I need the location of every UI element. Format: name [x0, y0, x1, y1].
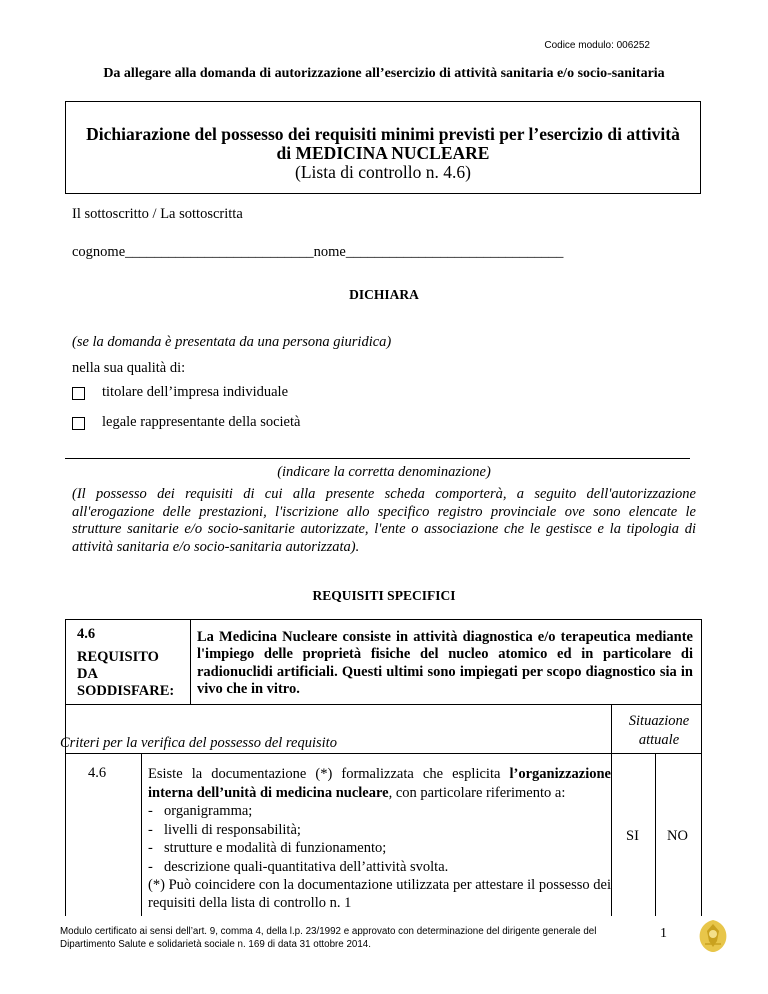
table-border: [65, 704, 702, 705]
criteria-intro-a: Esiste la documentazione (*) formalizzata che esplicita: [148, 766, 510, 782]
name-fields: [72, 244, 563, 261]
option-titolare-label: titolare dell’impresa individuale: [102, 384, 289, 400]
requirement-label-3: SODDISFARE:: [77, 683, 175, 699]
answer-no[interactable]: NO: [667, 828, 688, 844]
criteria-intro: [148, 765, 611, 802]
bullet-text: livelli di responsabilità;: [164, 821, 301, 838]
situation-line-1: Situazione: [628, 713, 690, 729]
denomination-hint: (indicare la corretta denominazione): [277, 464, 491, 480]
table-border: [611, 753, 702, 754]
table-border: [611, 704, 612, 916]
requirements-title: REQUISITI SPECIFICI: [312, 588, 456, 603]
quality-label: nella sua qualità di:: [72, 360, 186, 376]
list-item: [148, 821, 611, 840]
bullet-dash: -: [148, 803, 153, 819]
table-border: [190, 619, 191, 705]
table-border: [65, 619, 702, 620]
bullet-text: organigramma;: [164, 803, 253, 819]
requirement-label-1: REQUISITO: [77, 649, 159, 665]
bullet-dash: -: [148, 821, 153, 838]
table-border: [141, 753, 142, 916]
legal-entity-note: (se la domanda è presentata da una persona giuridica): [72, 334, 392, 350]
title-box: [65, 101, 701, 194]
criteria-item-number: 4.6: [88, 765, 107, 781]
checkbox-legale-rappresentante[interactable]: [72, 417, 85, 430]
module-code: Codice modulo: 006252: [544, 40, 650, 51]
checkbox-titolare[interactable]: [72, 387, 85, 400]
attach-note: Da allegare alla domanda di autorizzazione all’esercizio di attività sanitaria e/o socio-sanitaria: [103, 66, 665, 81]
denomination-line[interactable]: [65, 458, 690, 459]
table-border: [65, 619, 66, 705]
criteria-footnote: (*) Può coincidere con la documentazione utilizzata per attestare il possesso dei requisiti della lista di controllo n. 1: [148, 877, 611, 911]
criteria-intro-b: , con particolare riferimento a:: [388, 784, 566, 801]
title-line-2: di MEDICINA NUCLEARE: [276, 143, 490, 163]
bullet-dash: -: [148, 840, 153, 856]
province-emblem-icon: [692, 914, 734, 956]
declares-heading: DICHIARA: [349, 287, 419, 302]
criteria-header: Criteri per la verifica del possesso del requisito: [60, 735, 337, 751]
option-legale-label: legale rappresentante della società: [102, 414, 301, 430]
table-border: [65, 753, 611, 754]
nome-field[interactable]: ______________________________: [345, 244, 564, 260]
footer-note: Modulo certificato ai sensi dell’art. 9, comma 4, della l.p. 23/1992 e approvato con determinazione del dirigente generale del Dipartimento Salute e solidarietà sociale n. 169 di data 31 ottobre 2014.: [60, 926, 597, 950]
title-line-3: (Lista di controllo n. 4.6): [295, 162, 471, 182]
cognome-field[interactable]: __________________________: [125, 244, 314, 260]
cognome-label: cognome: [72, 244, 126, 260]
list-item: [148, 858, 611, 877]
bullet-dash: -: [148, 858, 153, 875]
criteria-body: [148, 765, 611, 876]
list-item: [148, 839, 611, 858]
list-item: [148, 802, 611, 821]
criteria-intro-bold: l’organizzazione interna dell’unità di medicina nucleare: [148, 766, 611, 801]
situation-line-2: attuale: [638, 732, 680, 748]
requirement-label-2: DA: [77, 666, 98, 682]
situation-header: [616, 712, 702, 750]
title-line-1: Dichiarazione del possesso dei requisiti minimi previsti per l’esercizio di attività: [86, 124, 680, 144]
answer-si[interactable]: SI: [626, 828, 639, 844]
requirement-text: La Medicina Nucleare consiste in attività diagnostica e/o terapeutica mediante l'impiego delle proprietà fisiche del nucleo atomico ed in particolare di radionuclidi artificiali. Questi ultimi sono impiegati per scopo diagnostico sia in vivo che in vitro.: [197, 629, 693, 697]
requirement-code: 4.6: [77, 626, 96, 642]
bullet-text: descrizione quali-quantitativa dell’attività svolta.: [164, 858, 449, 875]
bullet-text: strutture e modalità di funzionamento;: [164, 840, 387, 856]
nome-label: nome: [313, 244, 346, 260]
signer-label: Il sottoscritto / La sottoscritta: [72, 206, 243, 222]
page-number: 1: [660, 926, 667, 941]
table-border: [655, 753, 656, 916]
table-border: [701, 619, 702, 705]
possession-note: (Il possesso dei requisiti di cui alla presente scheda comporterà, a seguito dell'autorizzazione all'erogazione delle prestazioni, l'iscrizione allo specifico registro provinciale ove sono elencate le strutture sanitarie e/o socio-sanitarie autorizzate, l'ente o associazione che le gestisce e la tipologia di attività sanitaria e/o socio-sanitaria autorizzata).: [72, 486, 696, 555]
